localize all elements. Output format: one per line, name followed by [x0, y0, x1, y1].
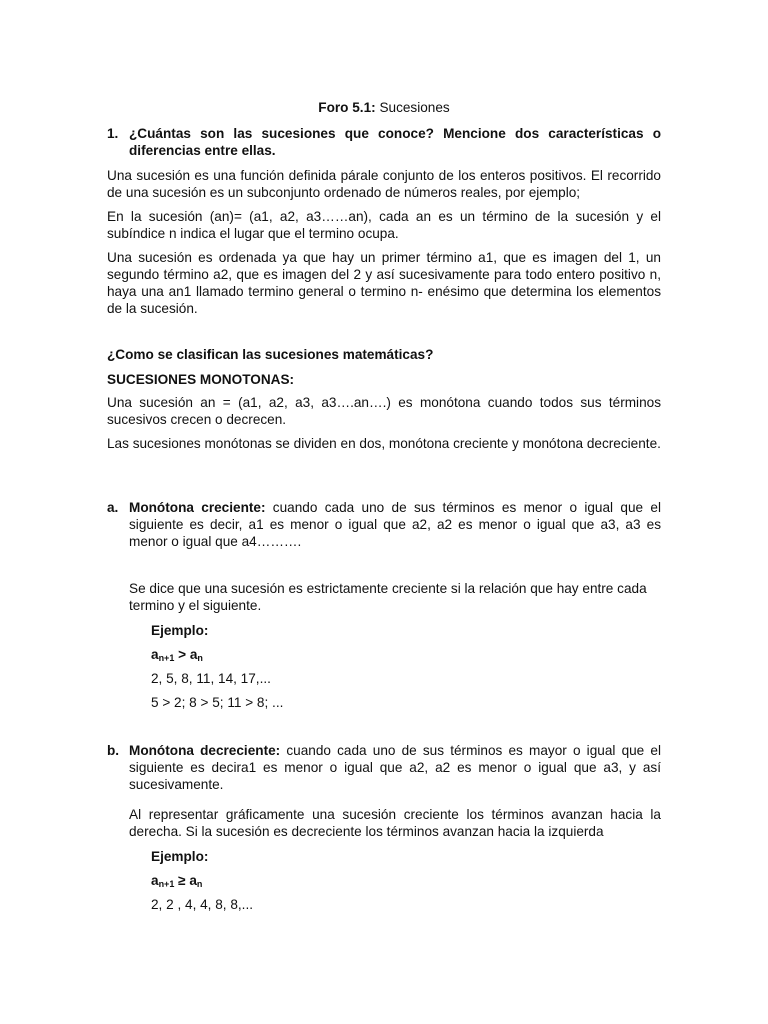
- item-a-title: Monótona creciente:: [129, 500, 266, 515]
- item-b-label: b.: [107, 743, 120, 758]
- item-b-text: cuando cada uno de sus términos es mayor o igual que el siguiente es decira1 es menor o igual que a2, a2 es menor o igual que a3, y así sucesivamente.: [129, 743, 661, 792]
- item-a-text: cuando cada uno de sus términos es menor o igual que el siguiente es decir, a1 es menor o igual que a2, a2 es menor o igual que a3, a3 es menor o igual que a4……….: [129, 500, 661, 549]
- item-a-formula: $a_{n+1} > a_n$: [151, 647, 203, 663]
- paragraph-ordered: Una sucesión es ordenada ya que hay un primer término a1, que es imagen del 1, un segundo término a2, que es imagen del 2 y así sucesivamente para todo entero positivo n, haya una an1 llamado termino general o termino n- enésimo que determina los elementos de la sucesión.: [107, 250, 661, 316]
- item-a-sequence: 2, 5, 8, 11, 14, 17,...: [151, 671, 271, 686]
- item-a-inequalities: 5 > 2; 8 > 5; 11 > 8; ...: [151, 695, 284, 710]
- question-1-number: 1.: [107, 126, 119, 141]
- item-a-label: a.: [107, 500, 119, 515]
- paragraph-division: Las sucesiones monótonas se dividen en dos, monótona creciente y monótona decreciente.: [107, 436, 661, 451]
- title-rest: Sucesiones: [375, 100, 450, 115]
- question-1-text: ¿Cuántas son las sucesiones que conoce? Mencione dos características o diferencias entre ellas.: [129, 126, 661, 158]
- item-b-example-label: Ejemplo:: [151, 849, 209, 864]
- item-a-note: Se dice que una sucesión es estrictamente creciente si la relación que hay entre cada termino y el siguiente.: [129, 581, 647, 613]
- item-b-sequence: 2, 2 , 4, 4, 8, 8,...: [151, 897, 254, 912]
- title-prefix: Foro 5.1:: [318, 100, 376, 115]
- heading-monotonas: SUCESIONES MONOTONAS:: [107, 372, 295, 387]
- item-b-definition: [129, 742, 661, 793]
- paragraph-notation: En la sucesión (an)= (a1, a2, a3……an), cada an es un término de la sucesión y el subíndice n indica el lugar que el termino ocupa.: [107, 209, 661, 241]
- question-1: [107, 125, 661, 159]
- question-2: ¿Como se clasifican las sucesiones matemáticas?: [107, 347, 434, 362]
- paragraph-definition: Una sucesión es una función definida párale conjunto de los enteros positivos. El recorrido de una sucesión es un subconjunto ordenado de números reales, por ejemplo;: [107, 168, 661, 200]
- item-b-note: Al representar gráficamente una sucesión creciente los términos avanzan hacia la derecha. Si la sucesión es decreciente los términos avanzan hacia la izquierda: [129, 807, 661, 839]
- document-title: [0, 99, 768, 116]
- item-b-title: Monótona decreciente:: [129, 743, 281, 758]
- item-a-definition: [129, 499, 661, 550]
- item-b-formula: $a_{n+1} \ge a_n$: [151, 873, 203, 889]
- item-a-example-label: Ejemplo:: [151, 623, 209, 638]
- paragraph-monotona: Una sucesión an = (a1, a2, a3, a3….an….) es monótona cuando todos sus términos sucesivos crecen o decrecen.: [107, 395, 661, 427]
